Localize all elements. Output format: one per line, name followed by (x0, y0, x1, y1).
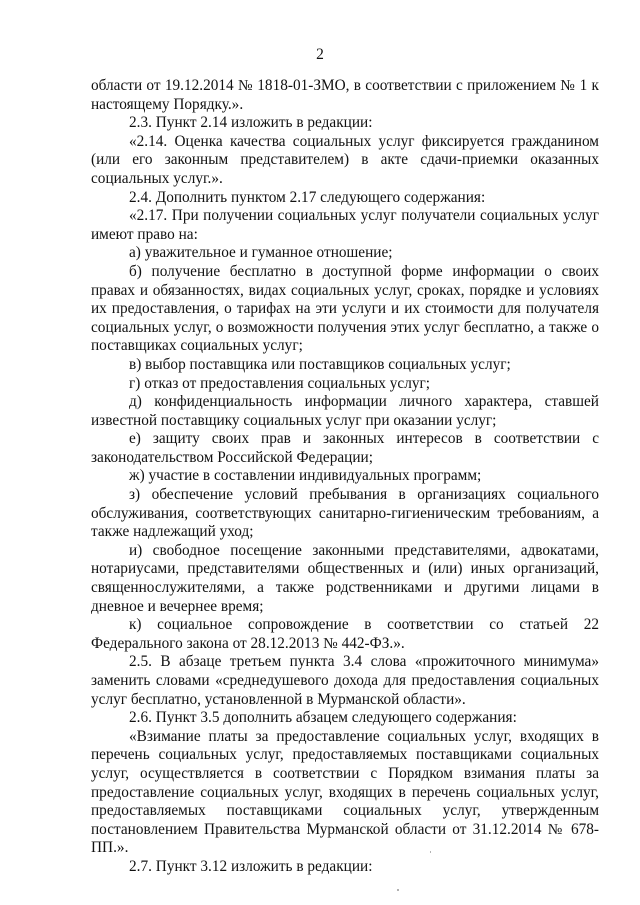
paragraph: 2.4. Дополнить пунктом 2.17 следующего содержания: (129, 188, 486, 206)
list-item: ж) участие в составлении индивидуальных программ; (129, 467, 482, 485)
list-item: а) уважительное и гуманное отношение; (129, 244, 393, 262)
page-number: 2 (316, 46, 324, 63)
scan-speck (430, 851, 431, 853)
list-item: в) выбор поставщика или поставщиков социальных услуг; (129, 355, 511, 373)
paragraph: 2.7. Пункт 3.12 изложить в редакции: (129, 857, 373, 875)
paragraph: «Взимание платы за предоставление социальных услуг, входящих в перечень социальных услуг, предоставляемых поставщиками социальных услуг, осуществляется в соответствии с Порядком взимания платы за предоставление социальных услуг, входящих в перечень социальных услуг, предоставляемых поставщиками социальных услуг, утвержденным постановлением Правительства Мурманской области от 31.12.2014 № 678-ПП.». (91, 727, 599, 857)
scan-speck (397, 889, 399, 891)
paragraph: 2.5. В абзаце третьем пункта 3.4 слова «прожиточного минимума» заменить словами «среднедушевого дохода для предоставления социальных услуг бесплатно, установленной в Мурманской области». (91, 653, 599, 708)
list-item: к) социальное сопровождение в соответствии со статьей 22 Федерального закона от 28.12.2013 № 442-ФЗ.». (91, 616, 599, 652)
list-item: д) конфиденциальность информации личного характера, ставшей известной поставщику социальных услуг при оказании услуг; (91, 393, 599, 429)
paragraph: 2.6. Пункт 3.5 дополнить абзацем следующего содержания: (129, 709, 517, 727)
list-item: б) получение бесплатно в доступной форме информации о своих правах и обязанностях, видах социальных услуг, сроках, порядке и условиях их предоставления, о тарифах на эти услуги и их стоимости для получателя социальных услуг, о возможности получения этих услуг бесплатно, а также о поставщиках социальных услуг; (91, 262, 599, 355)
paragraph: области от 19.12.2014 № 1818-01-ЗМО, в соответствии с приложением № 1 к настоящему Порядку.». (91, 77, 599, 113)
document-body (91, 77, 599, 877)
paragraph: «2.17. При получении социальных услуг получатели социальных услуг имеют право на: (91, 207, 599, 243)
paragraph: «2.14. Оценка качества социальных услуг фиксируется гражданином (или его законным представителем) в акте сдачи-приемки оказанных социальных услуг.». (91, 132, 599, 187)
list-item: з) обеспечение условий пребывания в организациях социального обслуживания, соответствующих санитарно-гигиеническим требованиям, а также надлежащий уход; (91, 486, 599, 541)
list-item: и) свободное посещение законными представителями, адвокатами, нотариусами, представителями общественных и (или) иных организаций, священнослужителями, а также родственниками и другими лицами в дневное и вечернее время; (91, 541, 599, 615)
list-item: г) отказ от предоставления социальных услуг; (129, 374, 431, 392)
paragraph: 2.3. Пункт 2.14 изложить в редакции: (129, 114, 373, 132)
list-item: е) защиту своих прав и законных интересов в соответствии с законодательством Российской Федерации; (91, 430, 599, 466)
